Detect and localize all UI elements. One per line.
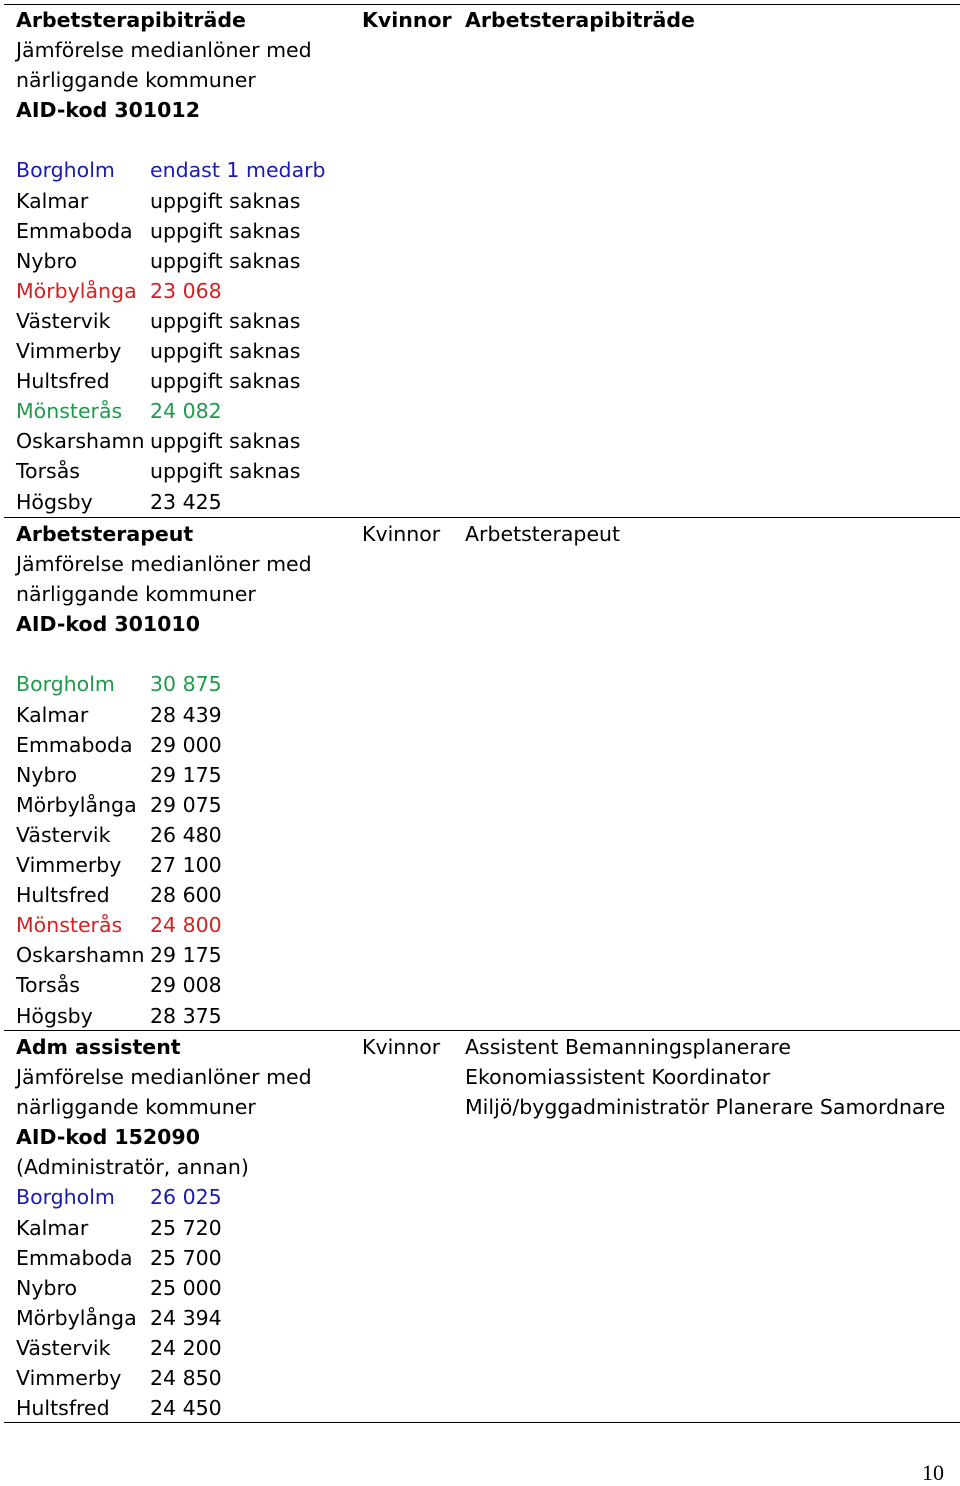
median-salary-value: uppgift saknas bbox=[150, 459, 301, 484]
municipality-name: Kalmar bbox=[16, 188, 89, 213]
median-salary-value: 24 850 bbox=[150, 1366, 222, 1391]
aid-code bbox=[16, 609, 351, 639]
section-info bbox=[16, 1032, 351, 1423]
section-divider bbox=[4, 1422, 960, 1423]
salary-row bbox=[16, 940, 351, 970]
median-salary-value: 28 600 bbox=[150, 883, 222, 908]
salary-row bbox=[16, 246, 351, 276]
municipality-name: Vimmerby bbox=[16, 339, 122, 364]
salary-row bbox=[16, 760, 351, 790]
section-subtitle: Jämförelse medianlöner med bbox=[16, 1065, 312, 1090]
salary-row bbox=[16, 1303, 351, 1333]
salary-list bbox=[16, 669, 351, 1030]
municipality-name: Torsås bbox=[16, 973, 80, 998]
salary-row bbox=[16, 426, 351, 456]
median-salary-value: 23 425 bbox=[150, 489, 222, 514]
section-subtitle: Jämförelse medianlöner med bbox=[16, 552, 312, 577]
median-salary-value: 26 480 bbox=[150, 822, 222, 847]
aid-code-description: (Administratör, annan) bbox=[16, 1155, 249, 1180]
median-salary-value: uppgift saknas bbox=[150, 339, 301, 364]
section-divider bbox=[4, 517, 960, 518]
salary-row bbox=[16, 850, 351, 880]
median-salary-value: 28 439 bbox=[150, 702, 222, 727]
municipality-name: Nybro bbox=[16, 248, 77, 273]
section-subtitle: närliggande kommuner bbox=[16, 68, 256, 93]
aid-code-label: AID-kod 152090 bbox=[16, 1125, 200, 1150]
municipality-name: Mönsterås bbox=[16, 913, 123, 938]
salary-row bbox=[16, 306, 351, 336]
role-list bbox=[465, 1032, 960, 1122]
median-salary-value: uppgift saknas bbox=[150, 308, 301, 333]
section-title: Arbetsterapeut bbox=[16, 522, 194, 546]
median-salary-value: uppgift saknas bbox=[150, 369, 301, 394]
municipality-name: Kalmar bbox=[16, 1215, 89, 1240]
role-item: Ekonomiassistent Koordinator bbox=[465, 1065, 771, 1090]
municipality-name: Högsby bbox=[16, 489, 93, 514]
section-info bbox=[16, 519, 351, 1031]
salary-row bbox=[16, 186, 351, 216]
median-salary-value: uppgift saknas bbox=[150, 218, 301, 243]
salary-row bbox=[16, 276, 351, 306]
section-subtitle: närliggande kommuner bbox=[16, 1095, 256, 1120]
salary-row bbox=[16, 880, 351, 910]
gender-label: Kvinnor bbox=[362, 8, 452, 32]
aid-code bbox=[16, 1122, 346, 1182]
municipality-name: Borgholm bbox=[16, 1185, 115, 1210]
municipality-name: Västervik bbox=[16, 308, 111, 333]
municipality-name: Torsås bbox=[16, 459, 80, 484]
median-salary-value: 26 025 bbox=[150, 1185, 222, 1210]
municipality-name: Borgholm bbox=[16, 158, 115, 183]
median-salary-value: uppgift saknas bbox=[150, 248, 301, 273]
median-salary-value: 29 075 bbox=[150, 792, 222, 817]
role-item: Assistent Bemanningsplanerare bbox=[465, 1035, 791, 1059]
salary-row bbox=[16, 820, 351, 850]
median-salary-value: 29 000 bbox=[150, 732, 222, 757]
page-number: 10 bbox=[922, 1460, 944, 1485]
aid-code-label: AID-kod 301010 bbox=[16, 612, 200, 637]
median-salary-value: 23 068 bbox=[150, 278, 222, 303]
municipality-name: Emmaboda bbox=[16, 1245, 133, 1270]
municipality-name: Nybro bbox=[16, 762, 77, 787]
municipality-name: Borgholm bbox=[16, 672, 115, 697]
gender-label: Kvinnor bbox=[362, 1035, 441, 1059]
section-info bbox=[16, 5, 351, 517]
municipality-name: Emmaboda bbox=[16, 218, 133, 243]
median-salary-value: 29 175 bbox=[150, 943, 222, 968]
salary-row bbox=[16, 366, 351, 396]
role-list bbox=[465, 519, 960, 549]
role-list bbox=[465, 5, 960, 35]
salary-row bbox=[16, 700, 351, 730]
median-salary-value: 25 720 bbox=[150, 1215, 222, 1240]
municipality-name: Hultsfred bbox=[16, 1396, 110, 1421]
salary-row bbox=[16, 1333, 351, 1363]
salary-list bbox=[16, 1182, 351, 1423]
municipality-name: Mönsterås bbox=[16, 399, 123, 424]
municipality-name: Emmaboda bbox=[16, 732, 133, 757]
median-salary-value: 24 082 bbox=[150, 399, 222, 424]
median-salary-value: 24 450 bbox=[150, 1396, 222, 1421]
salary-row bbox=[16, 1243, 351, 1273]
median-salary-value: 29 175 bbox=[150, 762, 222, 787]
median-salary-value: 24 394 bbox=[150, 1305, 222, 1330]
median-salary-value: 30 875 bbox=[150, 672, 222, 697]
salary-row bbox=[16, 910, 351, 940]
gender-label: Kvinnor bbox=[362, 522, 441, 546]
salary-row bbox=[16, 155, 351, 185]
section-subtitle: närliggande kommuner bbox=[16, 582, 256, 607]
salary-row bbox=[16, 456, 351, 486]
salary-row bbox=[16, 1273, 351, 1303]
salary-list bbox=[16, 155, 351, 516]
municipality-name: Mörbylånga bbox=[16, 278, 137, 303]
municipality-name: Vimmerby bbox=[16, 853, 122, 878]
municipality-name: Hultsfred bbox=[16, 369, 110, 394]
salary-row bbox=[16, 336, 351, 366]
role-item: Arbetsterapeut bbox=[465, 522, 621, 546]
section-divider bbox=[4, 1030, 960, 1031]
salary-row bbox=[16, 669, 351, 699]
municipality-name: Västervik bbox=[16, 822, 111, 847]
median-salary-value: 25 000 bbox=[150, 1275, 222, 1300]
section-title: Arbetsterapibiträde bbox=[16, 8, 246, 32]
salary-row bbox=[16, 730, 351, 760]
municipality-name: Kalmar bbox=[16, 702, 89, 727]
salary-row bbox=[16, 1363, 351, 1393]
median-salary-value: uppgift saknas bbox=[150, 188, 301, 213]
median-salary-value: 29 008 bbox=[150, 973, 222, 998]
salary-row bbox=[16, 1001, 351, 1031]
median-salary-value: endast 1 medarb bbox=[150, 158, 326, 183]
section-title: Adm assistent bbox=[16, 1035, 181, 1059]
salary-row bbox=[16, 790, 351, 820]
median-salary-value: uppgift saknas bbox=[150, 429, 301, 454]
role-item: Miljö/byggadministratör Planerare Samordnare bbox=[465, 1095, 946, 1120]
salary-row bbox=[16, 970, 351, 1000]
municipality-name: Mörbylånga bbox=[16, 1305, 137, 1330]
municipality-name: Oskarshamn bbox=[16, 429, 145, 454]
aid-code bbox=[16, 95, 351, 125]
municipality-name: Mörbylånga bbox=[16, 792, 137, 817]
median-salary-value: 24 200 bbox=[150, 1335, 222, 1360]
municipality-name: Oskarshamn bbox=[16, 943, 145, 968]
role-item: Arbetsterapibiträde bbox=[465, 8, 695, 32]
salary-row bbox=[16, 1213, 351, 1243]
median-salary-value: 24 800 bbox=[150, 913, 222, 938]
median-salary-value: 28 375 bbox=[150, 1003, 222, 1028]
section-subtitle: Jämförelse medianlöner med bbox=[16, 38, 312, 63]
municipality-name: Vimmerby bbox=[16, 1366, 122, 1391]
municipality-name: Nybro bbox=[16, 1275, 77, 1300]
salary-row bbox=[16, 1182, 351, 1212]
median-salary-value: 25 700 bbox=[150, 1245, 222, 1270]
municipality-name: Västervik bbox=[16, 1335, 111, 1360]
salary-row bbox=[16, 396, 351, 426]
aid-code-label: AID-kod 301012 bbox=[16, 98, 200, 123]
municipality-name: Högsby bbox=[16, 1003, 93, 1028]
median-salary-value: 27 100 bbox=[150, 853, 222, 878]
salary-row bbox=[16, 216, 351, 246]
salary-row bbox=[16, 1393, 351, 1423]
salary-row bbox=[16, 487, 351, 517]
municipality-name: Hultsfred bbox=[16, 883, 110, 908]
